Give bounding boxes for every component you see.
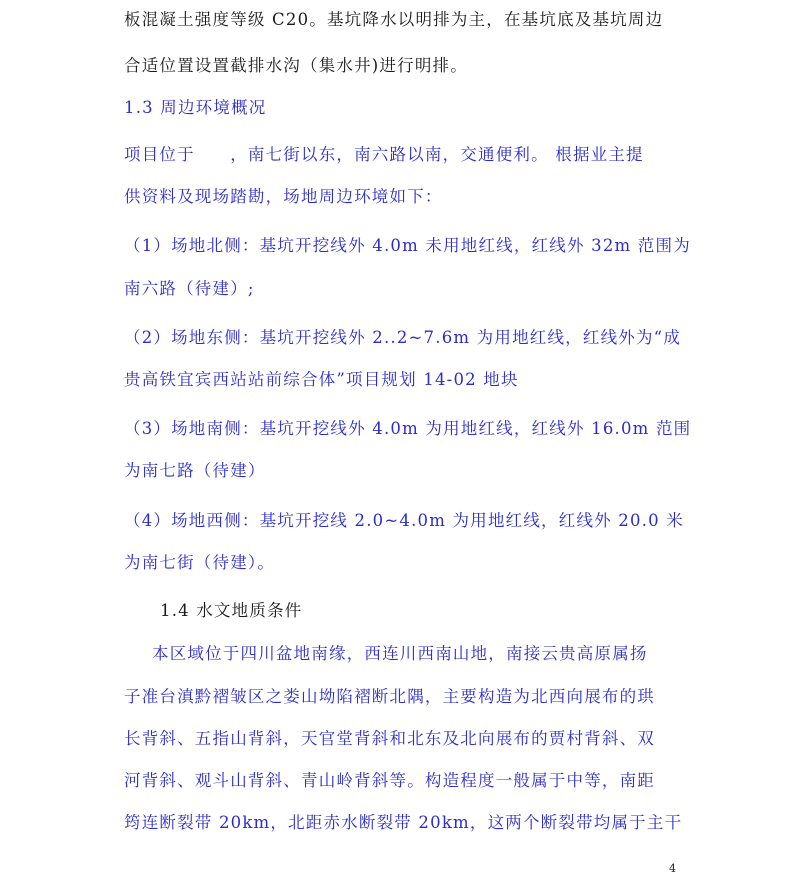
- paragraph-line: 本区域位于四川盆地南缘，西连川西南山地，南接云贵高原属扬: [152, 644, 648, 663]
- paragraph-line: 筠连断裂带 20km，北距赤水断裂带 20km，这两个断裂带均属于主干: [124, 813, 683, 832]
- section-1-4-heading: 1.4 水文地质条件: [160, 601, 303, 620]
- paragraph-line: 为南七路（待建）: [124, 461, 266, 480]
- paragraph-line: 河背斜、观斗山背斜、青山岭背斜等。构造程度一般属于中等，南距: [124, 771, 655, 790]
- paragraph-line: 南六路（待建）;: [124, 279, 255, 298]
- paragraph-line: （3）场地南侧：基坑开挖线外 4.0m 为用地红线，红线外 16.0m 范围: [124, 419, 692, 438]
- paragraph-line: 供资料及现场踏勘，场地周边环境如下：: [124, 187, 443, 206]
- paragraph-line: 子准台滇黔褶皱区之娄山坳陷褶断北隅，主要构造为北西向展布的珙: [124, 687, 655, 706]
- section-1-3-heading: 1.3 周边环境概况: [124, 98, 267, 117]
- paragraph-line: 为南七街（待建）。: [124, 553, 276, 572]
- paragraph-line: （2）场地东侧：基坑开挖线外 2..2~7.6m 为用地红线，红线外为“成: [124, 328, 682, 347]
- paragraph-line: （4）场地西侧：基坑开挖线 2.0~4.0m 为用地红线，红线外 20.0 米: [124, 511, 684, 530]
- paragraph-line: 贵高铁宜宾西站站前综合体”项目规划 14-02 地块: [124, 370, 519, 389]
- intro-line-2: 合适位置设置截排水沟（集水井)进行明排。: [124, 56, 468, 75]
- intro-line-1: 板混凝土强度等级 C20。基坑降水以明排为主，在基坑底及基坑周边: [124, 10, 664, 29]
- page-number: 4: [669, 862, 676, 875]
- paragraph-line: 项目位于 ，南七街以东，南六路以南，交通便利。 根据业主提: [124, 145, 644, 164]
- paragraph-line: （1）场地北侧：基坑开挖线外 4.0m 未用地红线，红线外 32m 范围为: [124, 236, 691, 255]
- paragraph-line: 长背斜、五指山背斜，天官堂背斜和北东及北向展布的贾村背斜、双: [124, 729, 655, 748]
